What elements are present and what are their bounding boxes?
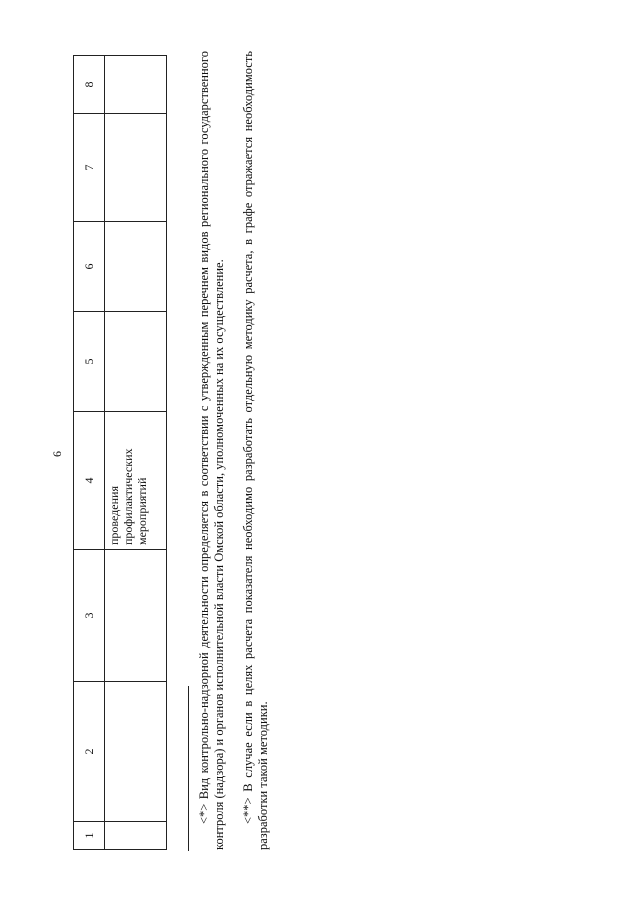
page-number: 6	[50, 451, 64, 457]
table-cell	[105, 114, 167, 222]
footnote-text: <*> Вид контрольно-надзорной деятельности определяется в соответствии с утвержденным перечнем видов регионального государственного контроля (надзора) и органов исполнительной власти Омской области, уполномоченных на их осуществление.	[197, 51, 226, 850]
column-number: 5	[74, 312, 105, 412]
column-number: 3	[74, 550, 105, 682]
indicator-table	[73, 55, 167, 850]
table-cell	[105, 56, 167, 114]
footnote-separator	[188, 686, 189, 851]
column-number: 1	[74, 822, 105, 850]
column-number: 2	[74, 682, 105, 822]
footnote-item	[197, 51, 227, 850]
table-cell	[105, 682, 167, 822]
column-number: 6	[74, 222, 105, 312]
table-cell	[105, 550, 167, 682]
table-cell-description: проведения профилактических мероприятий	[105, 412, 167, 550]
footnote-item	[241, 51, 271, 850]
table-cell	[105, 222, 167, 312]
column-number-row	[74, 56, 105, 850]
column-number: 4	[74, 412, 105, 550]
column-number: 7	[74, 114, 105, 222]
column-number: 8	[74, 56, 105, 114]
footnote-text: <**> В случае если в целях расчета показателя необходимо разработать отдельную методику расчета, в графе отражается необходимость разработки такой методики.	[241, 51, 270, 850]
table-cell	[105, 822, 167, 850]
table-row	[105, 56, 167, 850]
table-cell	[105, 312, 167, 412]
